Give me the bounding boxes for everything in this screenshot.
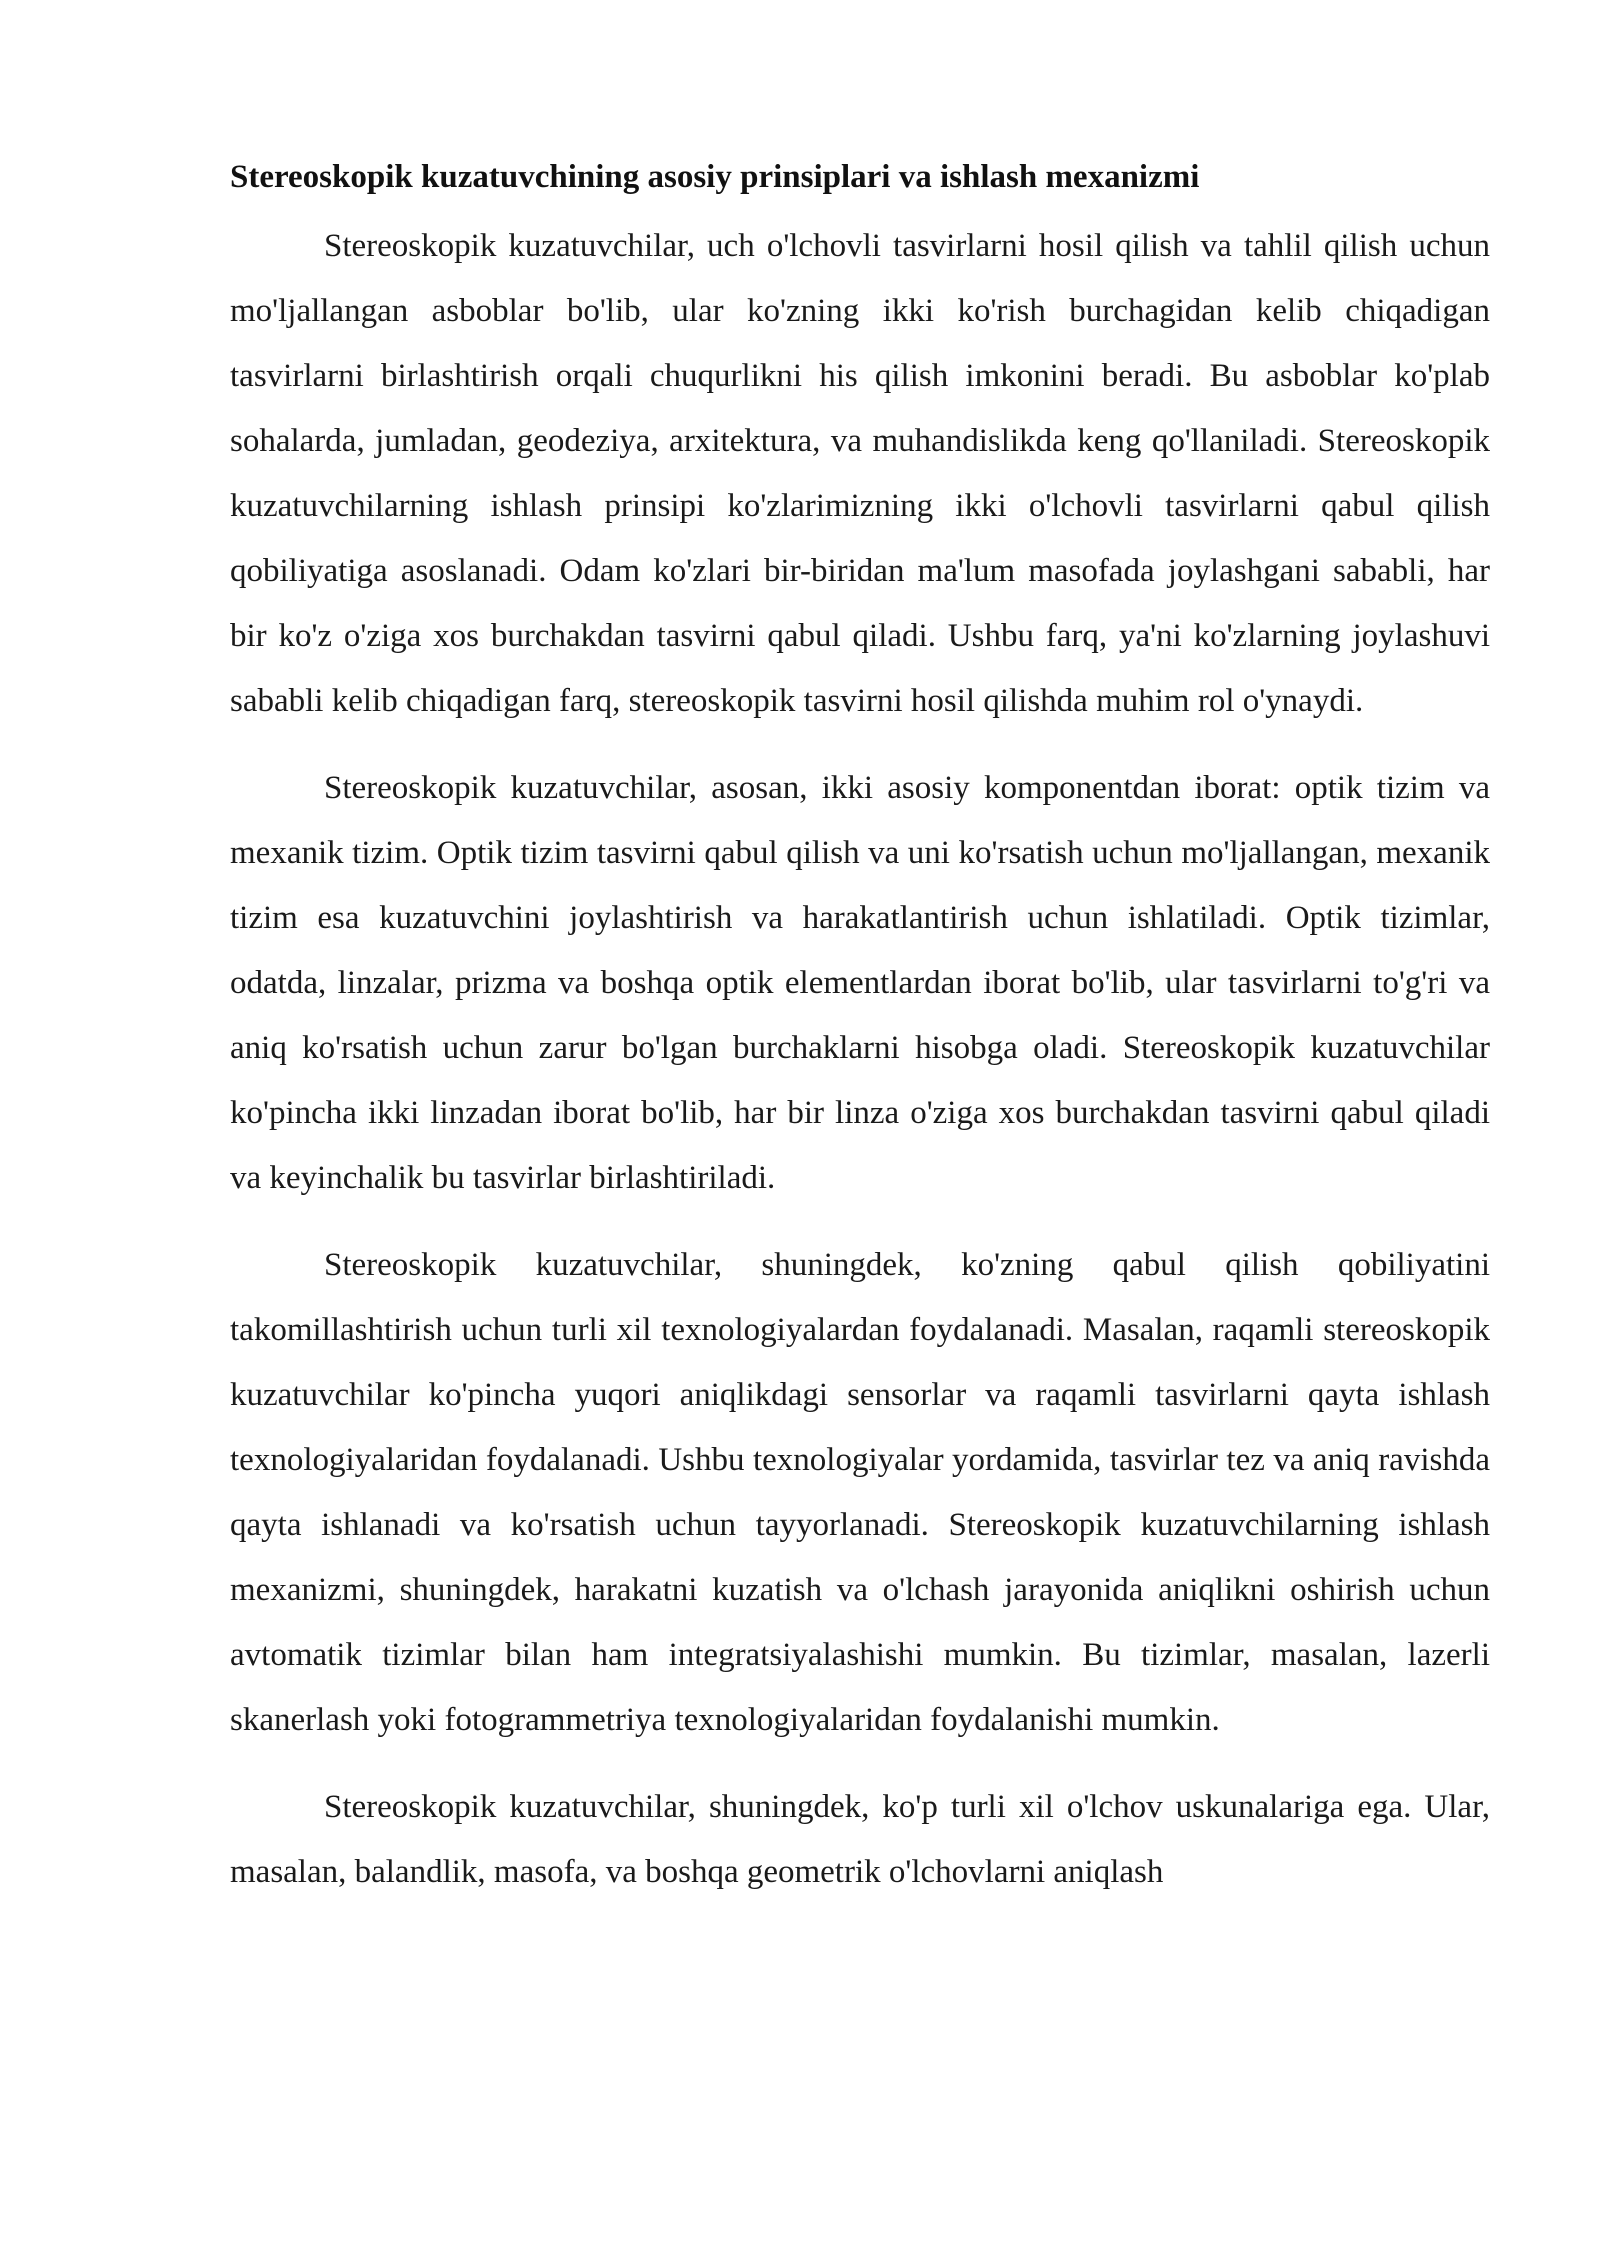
- paragraph-1: Stereoskopik kuzatuvchilar, uch o'lchovli tasvirlarni hosil qilish va tahlil qilish uchun mo'ljallangan asboblar bo'lib, ular ko'zning ikki ko'rish burchagidan kelib chiqadigan tasvirlarni birlashtirish orqali chuqurlikni his qilish imkonini beradi. Bu asboblar ko'plab sohalarda, jumladan, geodeziya, arxitektura, va muhandislikda keng qo'llaniladi. Stereoskopik kuzatuvchilarning ishlash prinsipi ko'zlarimizning ikki o'lchovli tasvirlarni qabul qilish qobiliyatiga asoslanadi. Odam ko'zlari bir-biridan ma'lum masofada joylashgani sababli, har bir ko'z o'ziga xos burchakdan tasvirni qabul qiladi. Ushbu farq, ya'ni ko'zlarning joylashuvi sababli kelib chiqadigan farq, stereoskopik tasvirni hosil qilishda muhim rol o'ynaydi.: [230, 228, 1490, 719]
- document-heading: Stereoskopik kuzatuvchining asosiy prinsiplari va ishlash mexanizmi: [230, 159, 1200, 195]
- paragraph-2: Stereoskopik kuzatuvchilar, asosan, ikki asosiy komponentdan iborat: optik tizim va mexanik tizim. Optik tizim tasvirni qabul qilish va uni ko'rsatish uchun mo'ljallangan, mexanik tizim esa kuzatuvchini joylashtirish va harakatlantirish uchun ishlatiladi. Optik tizimlar, odatda, linzalar, prizma va boshqa optik elementlardan iborat bo'lib, ular tasvirlarni to'g'ri va aniq ko'rsatish uchun zarur bo'lgan burchaklarni hisobga oladi. Stereoskopik kuzatuvchilar ko'pincha ikki linzadan iborat bo'lib, har bir linza o'ziga xos burchakdan tasvirni qabul qiladi va keyinchalik bu tasvirlar birlashtiriladi.: [230, 770, 1490, 1196]
- paragraph-4: Stereoskopik kuzatuvchilar, shuningdek, ko'p turli xil o'lchov uskunalariga ega. Ular, masalan, balandlik, masofa, va boshqa geometrik o'lchovlarni aniqlash: [230, 1789, 1490, 1890]
- document-body: [230, 150, 1490, 1927]
- paragraph-3: Stereoskopik kuzatuvchilar, shuningdek, ko'zning qabul qilish qobiliyatini takomillashtirish uchun turli xil texnologiyalardan foydalanadi. Masalan, raqamli stereoskopik kuzatuvchilar ko'pincha yuqori aniqlikdagi sensorlar va raqamli tasvirlarni qayta ishlash texnologiyalaridan foydalanadi. Ushbu texnologiyalar yordamida, tasvirlar tez va aniq ravishda qayta ishlanadi va ko'rsatish uchun tayyorlanadi. Stereoskopik kuzatuvchilarning ishlash mexanizmi, shuningdek, harakatni kuzatish va o'lchash jarayonida aniqlikni oshirish uchun avtomatik tizimlar bilan ham integratsiyalashishi mumkin. Bu tizimlar, masalan, lazerli skanerlash yoki fotogrammetriya texnologiyalaridan foydalanishi mumkin.: [230, 1247, 1490, 1738]
